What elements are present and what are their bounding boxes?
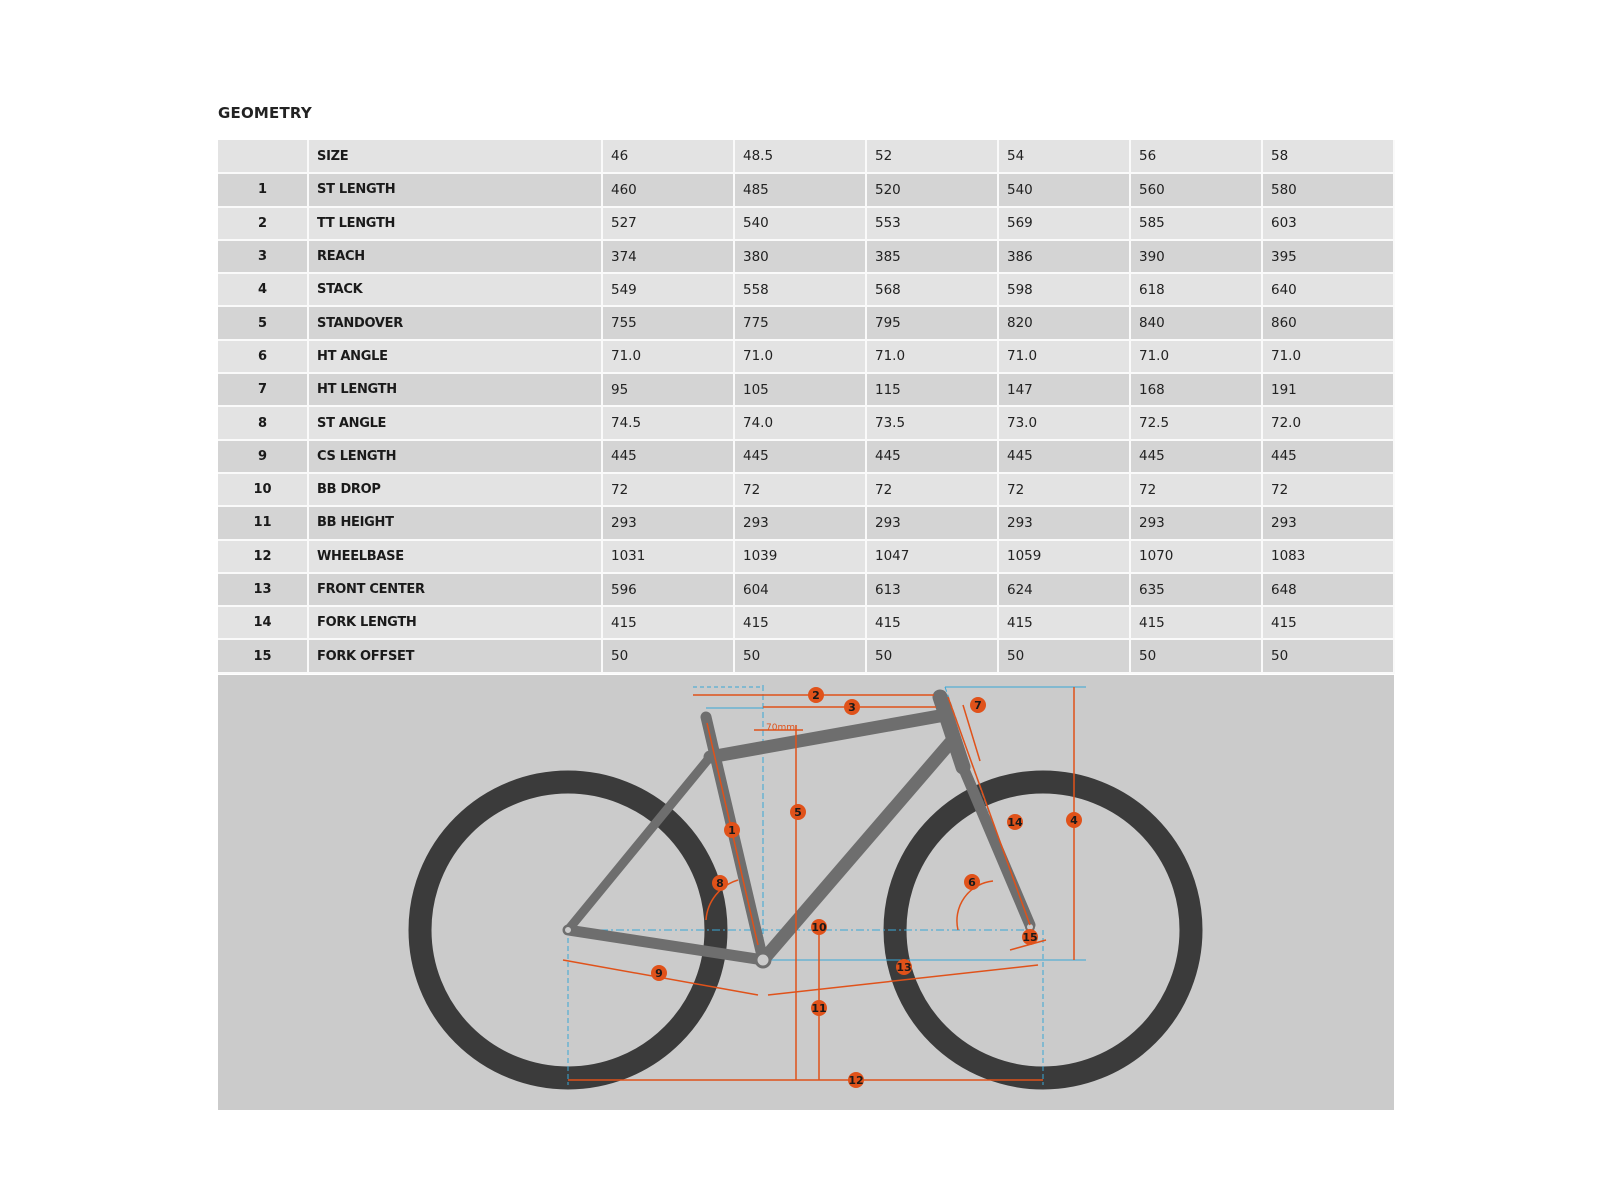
value-cell: 415 xyxy=(1262,606,1394,639)
value-cell: 374 xyxy=(602,240,734,273)
row-label-cell: HT LENGTH xyxy=(308,373,602,406)
value-cell: 618 xyxy=(1130,273,1262,306)
size-header-cell: 52 xyxy=(866,140,998,173)
value-cell: 648 xyxy=(1262,573,1394,606)
value-cell: 293 xyxy=(866,506,998,539)
table-row xyxy=(218,373,1394,406)
row-label-cell: ST LENGTH xyxy=(308,173,602,206)
row-label-cell: TT LENGTH xyxy=(308,207,602,240)
value-cell: 635 xyxy=(1130,573,1262,606)
value-cell: 460 xyxy=(602,173,734,206)
value-cell: 72 xyxy=(998,473,1130,506)
table-row xyxy=(218,240,1394,273)
value-cell: 72 xyxy=(734,473,866,506)
table-row xyxy=(218,273,1394,306)
table-row xyxy=(218,440,1394,473)
value-cell: 71.0 xyxy=(866,340,998,373)
table-row xyxy=(218,406,1394,439)
table-row xyxy=(218,173,1394,206)
marker-12-label: 12 xyxy=(848,1074,864,1087)
row-label-cell: CS LENGTH xyxy=(308,440,602,473)
row-number-cell: 3 xyxy=(218,240,308,273)
chainstay xyxy=(568,930,763,960)
value-cell: 520 xyxy=(866,173,998,206)
row-number-cell: 15 xyxy=(218,639,308,672)
row-number-cell: 10 xyxy=(218,473,308,506)
row-label-cell: BB HEIGHT xyxy=(308,506,602,539)
value-cell: 95 xyxy=(602,373,734,406)
value-cell: 72 xyxy=(602,473,734,506)
value-cell: 115 xyxy=(866,373,998,406)
value-cell: 73.5 xyxy=(866,406,998,439)
value-cell: 596 xyxy=(602,573,734,606)
row-label-cell: ST ANGLE xyxy=(308,406,602,439)
bottom-bracket xyxy=(756,953,770,967)
row-number-cell: 5 xyxy=(218,306,308,339)
row-number-cell: 12 xyxy=(218,540,308,573)
value-cell: 105 xyxy=(734,373,866,406)
marker-9-label: 9 xyxy=(655,967,663,980)
marker-6-label: 6 xyxy=(968,876,976,889)
size-header-cell: 48.5 xyxy=(734,140,866,173)
geometry-table xyxy=(218,140,1395,674)
table-row xyxy=(218,540,1394,573)
marker-5-label: 5 xyxy=(794,806,802,819)
value-cell: 445 xyxy=(602,440,734,473)
table-row xyxy=(218,306,1394,339)
value-cell: 485 xyxy=(734,173,866,206)
table-row xyxy=(218,639,1394,672)
marker-3-label: 3 xyxy=(848,701,856,714)
value-cell: 569 xyxy=(998,207,1130,240)
marker-14-label: 14 xyxy=(1007,816,1023,829)
value-cell: 415 xyxy=(734,606,866,639)
value-cell: 527 xyxy=(602,207,734,240)
value-cell: 385 xyxy=(866,240,998,273)
value-cell: 624 xyxy=(998,573,1130,606)
bike-geometry-diagram xyxy=(218,675,1394,1110)
marker-10-label: 10 xyxy=(811,921,827,934)
row-number-cell: 6 xyxy=(218,340,308,373)
value-cell: 445 xyxy=(1262,440,1394,473)
size-header-cell: 46 xyxy=(602,140,734,173)
value-cell: 1059 xyxy=(998,540,1130,573)
value-cell: 72 xyxy=(1262,473,1394,506)
value-cell: 598 xyxy=(998,273,1130,306)
value-cell: 820 xyxy=(998,306,1130,339)
row-label-cell: FORK LENGTH xyxy=(308,606,602,639)
table-row xyxy=(218,506,1394,539)
value-cell: 560 xyxy=(1130,173,1262,206)
marker-13-label: 13 xyxy=(896,961,912,974)
value-cell: 293 xyxy=(602,506,734,539)
marker-8-label: 8 xyxy=(716,877,724,890)
row-number-cell: 8 xyxy=(218,406,308,439)
table-row xyxy=(218,207,1394,240)
value-cell: 415 xyxy=(866,606,998,639)
value-cell: 640 xyxy=(1262,273,1394,306)
value-cell: 604 xyxy=(734,573,866,606)
top-tube xyxy=(710,715,945,757)
row-label-cell: WHEELBASE xyxy=(308,540,602,573)
dimension-note: 70mm xyxy=(766,723,795,733)
value-cell: 71.0 xyxy=(734,340,866,373)
value-cell: 73.0 xyxy=(998,406,1130,439)
value-cell: 71.0 xyxy=(1130,340,1262,373)
value-cell: 549 xyxy=(602,273,734,306)
value-cell: 50 xyxy=(734,639,866,672)
row-number-cell: 14 xyxy=(218,606,308,639)
value-cell: 386 xyxy=(998,240,1130,273)
row-number-cell: 11 xyxy=(218,506,308,539)
value-cell: 860 xyxy=(1262,306,1394,339)
value-cell: 293 xyxy=(1130,506,1262,539)
value-cell: 71.0 xyxy=(998,340,1130,373)
table-row xyxy=(218,473,1394,506)
value-cell: 415 xyxy=(998,606,1130,639)
value-cell: 50 xyxy=(866,639,998,672)
row-number-cell: 13 xyxy=(218,573,308,606)
value-cell: 191 xyxy=(1262,373,1394,406)
value-cell: 72 xyxy=(866,473,998,506)
value-cell: 71.0 xyxy=(1262,340,1394,373)
value-cell: 50 xyxy=(1262,639,1394,672)
value-cell: 553 xyxy=(866,207,998,240)
row-label-cell: STACK xyxy=(308,273,602,306)
table-row xyxy=(218,573,1394,606)
value-cell: 293 xyxy=(998,506,1130,539)
value-cell: 1083 xyxy=(1262,540,1394,573)
value-cell: 1031 xyxy=(602,540,734,573)
row-label-cell: STANDOVER xyxy=(308,306,602,339)
size-header-cell: 54 xyxy=(998,140,1130,173)
size-header-label: SIZE xyxy=(308,140,602,173)
value-cell: 72.5 xyxy=(1130,406,1262,439)
value-cell: 445 xyxy=(866,440,998,473)
value-cell: 580 xyxy=(1262,173,1394,206)
value-cell: 415 xyxy=(602,606,734,639)
bike-illustration xyxy=(218,675,1394,1110)
value-cell: 795 xyxy=(866,306,998,339)
row-number-cell: 2 xyxy=(218,207,308,240)
row-label-cell: HT ANGLE xyxy=(308,340,602,373)
row-label-cell: FRONT CENTER xyxy=(308,573,602,606)
value-cell: 1047 xyxy=(866,540,998,573)
row-number-cell xyxy=(218,140,308,173)
value-cell: 72 xyxy=(1130,473,1262,506)
value-cell: 1039 xyxy=(734,540,866,573)
value-cell: 540 xyxy=(734,207,866,240)
value-cell: 72.0 xyxy=(1262,406,1394,439)
marker-2-label: 2 xyxy=(812,689,820,702)
value-cell: 50 xyxy=(1130,639,1262,672)
row-label-cell: FORK OFFSET xyxy=(308,639,602,672)
value-cell: 755 xyxy=(602,306,734,339)
value-cell: 603 xyxy=(1262,207,1394,240)
value-cell: 840 xyxy=(1130,306,1262,339)
table-row xyxy=(218,340,1394,373)
value-cell: 50 xyxy=(602,639,734,672)
value-cell: 74.0 xyxy=(734,406,866,439)
size-header-cell: 56 xyxy=(1130,140,1262,173)
row-label-cell: BB DROP xyxy=(308,473,602,506)
row-label-cell: REACH xyxy=(308,240,602,273)
value-cell: 775 xyxy=(734,306,866,339)
value-cell: 540 xyxy=(998,173,1130,206)
value-cell: 147 xyxy=(998,373,1130,406)
marker-11-label: 11 xyxy=(811,1002,827,1015)
value-cell: 395 xyxy=(1262,240,1394,273)
value-cell: 50 xyxy=(998,639,1130,672)
table-header-row xyxy=(218,140,1394,173)
value-cell: 293 xyxy=(1262,506,1394,539)
value-cell: 1070 xyxy=(1130,540,1262,573)
value-cell: 415 xyxy=(1130,606,1262,639)
value-cell: 613 xyxy=(866,573,998,606)
value-cell: 71.0 xyxy=(602,340,734,373)
value-cell: 293 xyxy=(734,506,866,539)
frame xyxy=(568,697,1030,960)
value-cell: 445 xyxy=(998,440,1130,473)
value-cell: 585 xyxy=(1130,207,1262,240)
value-cell: 558 xyxy=(734,273,866,306)
size-header-cell: 58 xyxy=(1262,140,1394,173)
row-number-cell: 4 xyxy=(218,273,308,306)
marker-1-label: 1 xyxy=(728,824,736,837)
value-cell: 568 xyxy=(866,273,998,306)
value-cell: 168 xyxy=(1130,373,1262,406)
row-number-cell: 7 xyxy=(218,373,308,406)
row-number-cell: 1 xyxy=(218,173,308,206)
value-cell: 445 xyxy=(734,440,866,473)
row-number-cell: 9 xyxy=(218,440,308,473)
marker-15-label: 15 xyxy=(1022,931,1038,944)
dimension-lines xyxy=(563,687,1074,1080)
value-cell: 74.5 xyxy=(602,406,734,439)
marker-4-label: 4 xyxy=(1070,814,1078,827)
section-title: GEOMETRY xyxy=(218,104,312,122)
value-cell: 380 xyxy=(734,240,866,273)
table-row xyxy=(218,606,1394,639)
value-cell: 390 xyxy=(1130,240,1262,273)
marker-7-label: 7 xyxy=(974,699,982,712)
value-cell: 445 xyxy=(1130,440,1262,473)
rear-axle xyxy=(564,926,572,934)
